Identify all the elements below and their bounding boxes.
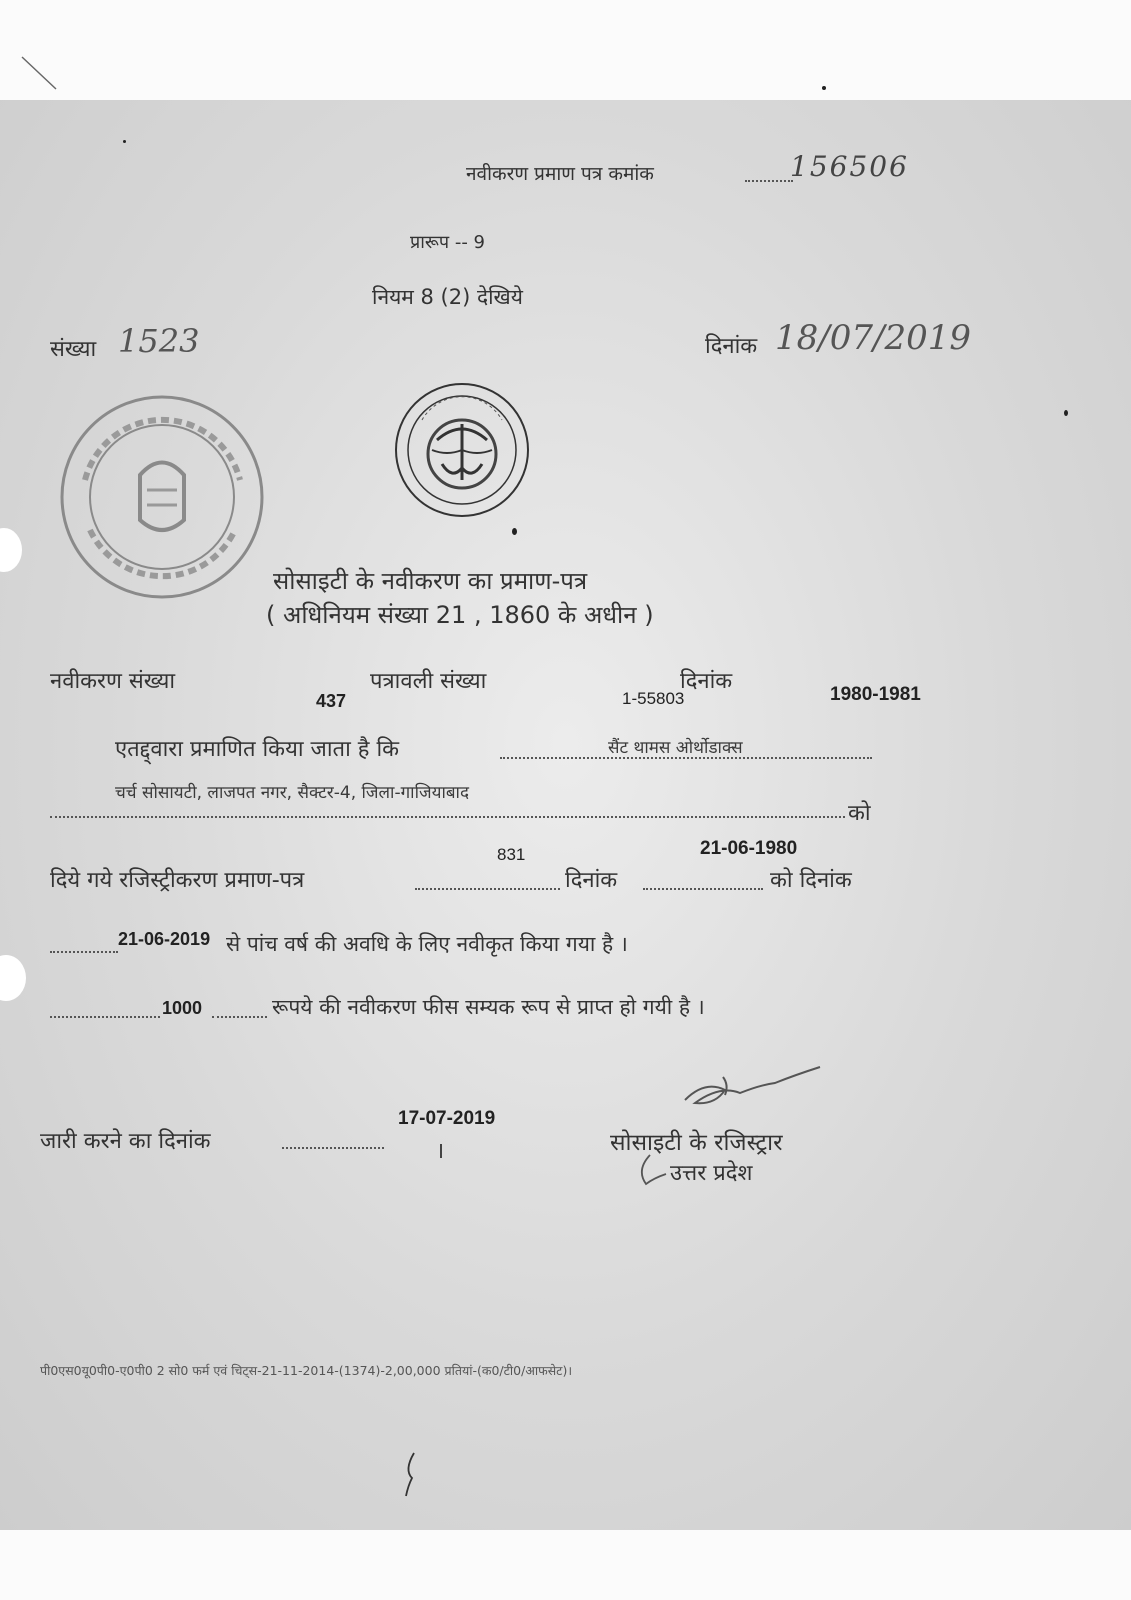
certificate-no-label: नवीकरण प्रमाण पत्र कमांक (466, 163, 654, 185)
speck (123, 140, 126, 143)
registrar-office-stamp (55, 390, 270, 605)
dotted-line (50, 951, 118, 953)
file-no-value: 1-55803 (622, 689, 685, 708)
registrar-signature (665, 1055, 835, 1115)
society-name: सैंट थामस ओर्थोडाक्स (608, 738, 743, 758)
fee-text: रूपये की नवीकरण फीस सम्यक रूप से प्राप्त हो गयी है । (272, 995, 705, 1019)
tick-mark (436, 1143, 446, 1159)
society-address: चर्च सोसायटी, लाजपत नगर, सैक्टर-4, जिला-गाजियाबाद (115, 783, 469, 803)
ko-text: को (848, 801, 871, 826)
speck (1064, 410, 1068, 416)
bottom-mark (400, 1450, 420, 1500)
certify-text: एतद्द्वारा प्रमाणित किया जाता है कि (115, 737, 400, 762)
rule-label: नियम 8 (2) देखिये (372, 285, 523, 309)
fee-value: 1000 (162, 998, 203, 1018)
photocopy-background (0, 100, 1131, 1530)
dotted-line (415, 888, 560, 890)
renewal-from-date: 21-06-2019 (118, 929, 211, 949)
dotted-line (643, 888, 763, 890)
title-line1: सोसाइटी के नवीकरण का प्रमाण-पत्र (273, 567, 588, 595)
registration-no: 831 (497, 845, 526, 864)
speck (512, 528, 517, 535)
title-line2: ( अधिनियम संख्या 21 , 1860 के अधीन ) (266, 601, 654, 629)
form-label: प्रारूप -- 9 (410, 232, 485, 253)
renewal-no-value: 437 (316, 691, 347, 711)
initial-mark (630, 1150, 670, 1190)
registrar-state: उत्तर प्रदेश (670, 1161, 753, 1186)
dotted-line (282, 1147, 384, 1149)
renewal-no-label: नवीकरण संख्या (50, 669, 176, 694)
issue-date-value: 17-07-2019 (398, 1108, 496, 1129)
scan-mark (20, 55, 60, 95)
file-no-label: पत्रावली संख्या (370, 669, 487, 694)
registration-date-word: दिनांक (565, 868, 618, 893)
date-label: दिनांक (705, 334, 758, 359)
number-value: 1523 (118, 322, 200, 360)
dotted-line (50, 816, 845, 818)
date-value: 18/07/2019 (775, 318, 971, 358)
speck (822, 86, 826, 90)
period-text: से पांच वर्ष की अवधि के लिए नवीकृत किया गया है । (226, 932, 628, 956)
number-label: संख्या (50, 337, 97, 362)
dotted-line (212, 1016, 267, 1018)
registrar-title: सोसाइटी के रजिस्ट्रार (610, 1130, 783, 1156)
registration-date: 21-06-1980 (700, 838, 798, 859)
from-date-text: को दिनांक (770, 868, 852, 893)
details-date-value: 1980-1981 (830, 684, 921, 705)
print-note: पी0एस0यू0पी0-ए0पी0 2 सो0 फर्म एवं चिट्स-21-11-2014-(1374)-2,00,000 प्रतियां-(क0/टी0/आफसेट)। (40, 1363, 573, 1378)
registration-text: दिये गये रजिस्ट्रीकरण प्रमाण-पत्र (50, 868, 305, 893)
state-emblem-seal (392, 380, 532, 520)
dotted-line (50, 1016, 160, 1018)
details-date-label: दिनांक (680, 669, 733, 694)
dotted-line (745, 180, 793, 182)
issue-date-label: जारी करने का दिनांक (40, 1129, 211, 1154)
certificate-no-value: 156506 (790, 150, 909, 183)
